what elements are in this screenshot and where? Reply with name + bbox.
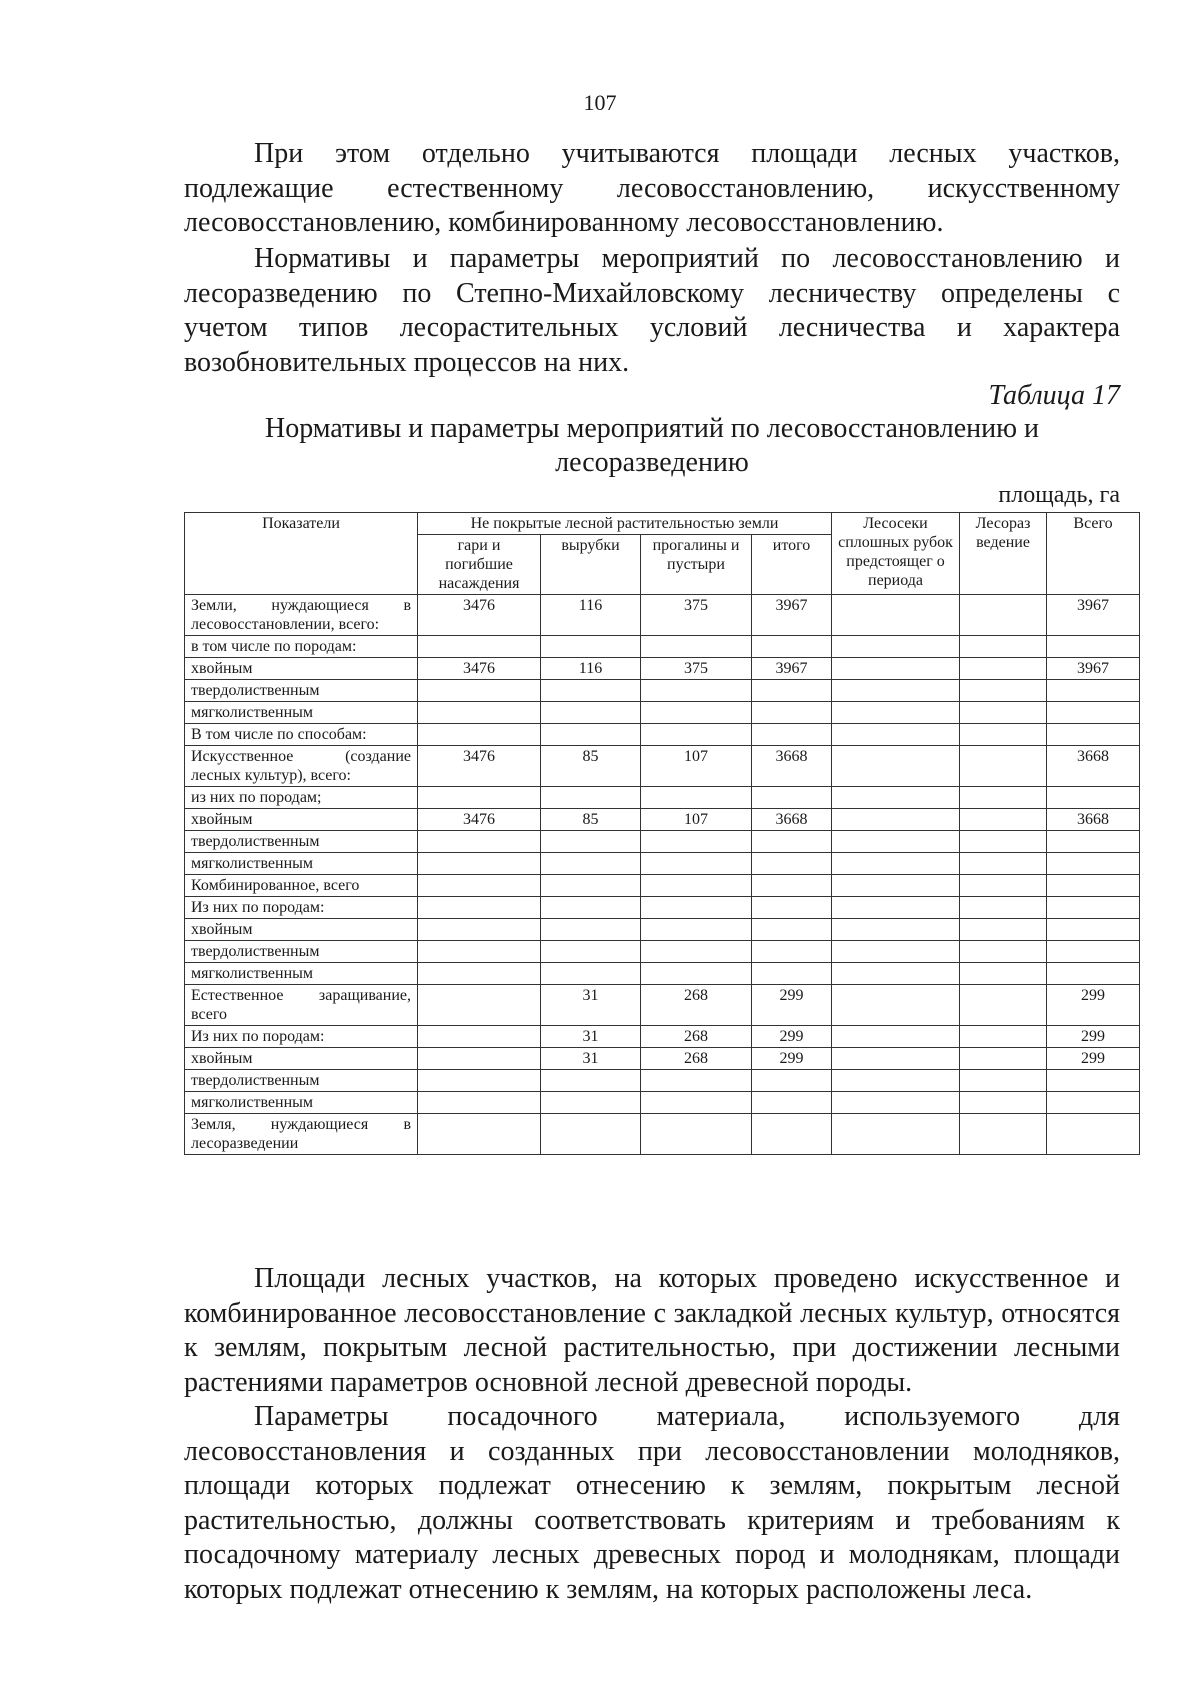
table-row: [185, 595, 1140, 636]
table-row: [185, 1114, 1140, 1155]
table-cell: 3967: [752, 595, 832, 636]
table-cell: [832, 1048, 960, 1070]
table-body: [185, 595, 1140, 1155]
table-cell: [832, 919, 960, 941]
table-row: [185, 985, 1140, 1026]
table-cell: 3668: [752, 746, 832, 787]
table-row: [185, 746, 1140, 787]
header-burned: гари и погибшие насаждения: [418, 535, 541, 595]
table-cell: [641, 680, 752, 702]
table-cell: [752, 919, 832, 941]
paragraph-planting-material: Параметры посадочного материала, используемого для лесовосстановления и созданных при лесовосстановлении молодняков, площади которых подлежат отнесению к землям, покрытым лесной растительностью, должны соответствовать критериям и требованиям к посадочному материалу лесных древесных пород и молоднякам, площади которых подлежат отнесению к землям, на которых расположены леса.: [184, 1401, 1120, 1605]
table-cell: [418, 702, 541, 724]
table-cell: [960, 941, 1047, 963]
table-cell: 299: [1047, 1048, 1140, 1070]
table-cell: [960, 595, 1047, 636]
table-cell: [418, 680, 541, 702]
table-cell: [418, 1026, 541, 1048]
table-row: [185, 680, 1140, 702]
table-cell: 116: [541, 595, 641, 636]
table-cell: 85: [541, 809, 641, 831]
table-cell: [752, 1114, 832, 1155]
table-cell: [541, 1070, 641, 1092]
table-row: [185, 658, 1140, 680]
row-label: Искусственное (создание лесных культур), всего:: [185, 746, 418, 787]
table-cell: [641, 1070, 752, 1092]
table-cell: [641, 963, 752, 985]
table-cell: [752, 941, 832, 963]
table-cell: [641, 853, 752, 875]
table-cell: [418, 1048, 541, 1070]
row-label: твердолиственным: [185, 941, 418, 963]
table-cell: [960, 831, 1047, 853]
table-cell: [641, 941, 752, 963]
table-cell: 85: [541, 746, 641, 787]
table-cell: 3967: [752, 658, 832, 680]
table-cell: 299: [752, 1026, 832, 1048]
row-label: Земля, нуждающиеся в лесоразведении: [185, 1114, 418, 1155]
table-cell: [418, 963, 541, 985]
table-cell: 3967: [1047, 658, 1140, 680]
header-total: Всего: [1047, 513, 1140, 595]
table-cell: 299: [1047, 1026, 1140, 1048]
table-cell: [960, 897, 1047, 919]
table-cell: [541, 941, 641, 963]
row-label: Из них по породам:: [185, 1026, 418, 1048]
table-cell: [960, 680, 1047, 702]
table-cell: 375: [641, 595, 752, 636]
table-cell: [418, 1092, 541, 1114]
row-label: твердолиственным: [185, 680, 418, 702]
table-cell: [541, 831, 641, 853]
row-label: хвойным: [185, 1048, 418, 1070]
norms-table: [184, 512, 1140, 1155]
table-cell: [1047, 919, 1140, 941]
table-cell: [832, 702, 960, 724]
table-cell: [960, 1114, 1047, 1155]
table-cell: [832, 963, 960, 985]
table-cell: [1047, 875, 1140, 897]
table-cell: [418, 1070, 541, 1092]
table-cell: [832, 636, 960, 658]
table-cell: [541, 636, 641, 658]
table-cell: [752, 702, 832, 724]
table-cell: [418, 897, 541, 919]
table-cell: [418, 787, 541, 809]
table-cell: [1047, 1070, 1140, 1092]
table-cell: 107: [641, 746, 752, 787]
table-cell: 268: [641, 1048, 752, 1070]
table-cell: 3476: [418, 809, 541, 831]
table-cell: [960, 1026, 1047, 1048]
table-cell: [960, 1070, 1047, 1092]
table-row: [185, 809, 1140, 831]
row-label: из них по породам;: [185, 787, 418, 809]
table-row: [185, 1026, 1140, 1048]
table-cell: [1047, 853, 1140, 875]
table-cell: [752, 787, 832, 809]
row-label: В том числе по способам:: [185, 724, 418, 746]
table-cell: [1047, 702, 1140, 724]
header-subtotal: итого: [752, 535, 832, 595]
table-cell: 3967: [1047, 595, 1140, 636]
table-cell: [418, 831, 541, 853]
header-glades: прогалины и пустыри: [641, 535, 752, 595]
row-label: хвойным: [185, 809, 418, 831]
table-cell: [1047, 941, 1140, 963]
table-cell: [960, 853, 1047, 875]
table-cell: [960, 636, 1047, 658]
table-cell: [1047, 1114, 1140, 1155]
table-cell: [752, 1092, 832, 1114]
table-cell: [541, 875, 641, 897]
row-label: мягколиственным: [185, 963, 418, 985]
table-cell: [418, 875, 541, 897]
table-row: [185, 702, 1140, 724]
table-cell: 299: [752, 1048, 832, 1070]
table-cell: [1047, 1092, 1140, 1114]
table-cell: [752, 1070, 832, 1092]
table-cell: [641, 897, 752, 919]
row-label: в том числе по породам:: [185, 636, 418, 658]
table-cell: [641, 1114, 752, 1155]
row-label: твердолиственным: [185, 1070, 418, 1092]
table-cell: [541, 680, 641, 702]
table-cell: 3668: [752, 809, 832, 831]
table-cell: [541, 919, 641, 941]
table-cell: [641, 875, 752, 897]
row-label: хвойным: [185, 658, 418, 680]
table-row: [185, 787, 1140, 809]
table-cell: [752, 853, 832, 875]
table-cell: [832, 853, 960, 875]
table-cell: [960, 787, 1047, 809]
table-cell: 31: [541, 1048, 641, 1070]
table-row: [185, 1048, 1140, 1070]
row-label: мягколиственным: [185, 1092, 418, 1114]
table-cell: [641, 636, 752, 658]
table-cell: [960, 746, 1047, 787]
table-cell: 116: [541, 658, 641, 680]
table-cell: [832, 809, 960, 831]
row-label: твердолиственным: [185, 831, 418, 853]
table-cell: [541, 787, 641, 809]
table-cell: [960, 985, 1047, 1026]
table-row: [185, 941, 1140, 963]
table-cell: [418, 919, 541, 941]
table-cell: [641, 702, 752, 724]
table-row: [185, 963, 1140, 985]
row-label: Земли, нуждающиеся в лесовосстановлении, всего:: [185, 595, 418, 636]
table-cell: [418, 636, 541, 658]
table-cell: [418, 1114, 541, 1155]
table-cell: [752, 875, 832, 897]
paragraph-accounting: При этом отдельно учитываются площади лесных участков, подлежащие естественному лесовосстановлению, искусственному лесовосстановлению, комбинированному лесовосстановлению.: [184, 138, 1120, 238]
header-not-covered: Не покрытые лесной растительностью земли: [418, 513, 832, 535]
table-cell: [541, 897, 641, 919]
table-cell: [960, 702, 1047, 724]
table-cell: [541, 853, 641, 875]
table-cell: 3668: [1047, 809, 1140, 831]
table-row: [185, 875, 1140, 897]
row-label: Из них по породам:: [185, 897, 418, 919]
table-cell: 3476: [418, 658, 541, 680]
table-cell: 31: [541, 1026, 641, 1048]
table-cell: [1047, 680, 1140, 702]
table-cell: [832, 941, 960, 963]
table-title: Нормативы и параметры мероприятий по лесовосстановлению и лесоразведению: [264, 413, 1040, 478]
header-cuttings: вырубки: [541, 535, 641, 595]
table-cell: [541, 702, 641, 724]
table-cell: 268: [641, 985, 752, 1026]
table-cell: [752, 831, 832, 853]
table-cell: [832, 1070, 960, 1092]
table-cell: [641, 724, 752, 746]
table-units: площадь, га: [998, 482, 1120, 508]
table-cell: [1047, 787, 1140, 809]
table-row: [185, 724, 1140, 746]
table-cell: [960, 919, 1047, 941]
table-row: [185, 636, 1140, 658]
table-row: [185, 919, 1140, 941]
table-cell: [752, 724, 832, 746]
table-cell: [1047, 963, 1140, 985]
table-cell: 375: [641, 658, 752, 680]
table-cell: 299: [1047, 985, 1140, 1026]
table-cell: [418, 941, 541, 963]
table-cell: [1047, 636, 1140, 658]
table-row: [185, 853, 1140, 875]
row-label: хвойным: [185, 919, 418, 941]
header-clearcuts: Лесосеки сплошных рубок предстоящег о периода: [832, 513, 960, 595]
row-label: Естественное заращивание, всего: [185, 985, 418, 1026]
table-label: Таблица 17: [988, 380, 1120, 411]
table-row: [185, 1070, 1140, 1092]
table-cell: [832, 595, 960, 636]
table-cell: [418, 853, 541, 875]
table-cell: [641, 787, 752, 809]
table-cell: [832, 680, 960, 702]
table-cell: [960, 724, 1047, 746]
table-row: [185, 831, 1140, 853]
table-cell: [541, 963, 641, 985]
table-cell: [960, 963, 1047, 985]
table-cell: [752, 636, 832, 658]
table-cell: [418, 985, 541, 1026]
table-cell: [960, 1092, 1047, 1114]
row-label: Комбинированное, всего: [185, 875, 418, 897]
table-cell: [1047, 831, 1140, 853]
table-cell: [960, 809, 1047, 831]
table-cell: 299: [752, 985, 832, 1026]
page-number: 107: [583, 90, 617, 115]
table-cell: 268: [641, 1026, 752, 1048]
table-cell: [752, 963, 832, 985]
table-cell: [832, 897, 960, 919]
table-cell: [641, 919, 752, 941]
paragraph-norms: Нормативы и параметры мероприятий по лесовосстановлению и лесоразведению по Степно-Михайловскому лесничеству определены с учетом типов лесорастительных условий лесничества и характера возобновительных процессов на них.: [184, 243, 1120, 378]
row-label: мягколиственным: [185, 853, 418, 875]
row-label: мягколиственным: [185, 702, 418, 724]
table-cell: [752, 680, 832, 702]
table-cell: [832, 1026, 960, 1048]
table-cell: 107: [641, 809, 752, 831]
table-row: [185, 897, 1140, 919]
table-cell: [832, 875, 960, 897]
table-cell: [832, 1114, 960, 1155]
table-cell: [960, 658, 1047, 680]
table-cell: [418, 724, 541, 746]
header-afforestation: Лесораз ведение: [960, 513, 1047, 595]
table-cell: [541, 724, 641, 746]
table-cell: [1047, 897, 1140, 919]
table-cell: 3476: [418, 746, 541, 787]
table-cell: 3476: [418, 595, 541, 636]
table-cell: [832, 724, 960, 746]
table-cell: [832, 985, 960, 1026]
table-cell: [641, 1092, 752, 1114]
table-cell: [832, 831, 960, 853]
table-cell: [1047, 724, 1140, 746]
table-cell: [641, 831, 752, 853]
header-indicators: Показатели: [185, 513, 418, 595]
table-cell: [832, 1092, 960, 1114]
paragraph-covered-lands: Площади лесных участков, на которых проведено искусственное и комбинированное лесовосстановление с закладкой лесных культур, относятся к землям, покрытым лесной растительностью, при достижении лесными растениями параметров основной лесной древесной породы.: [184, 1263, 1120, 1398]
table-cell: [832, 746, 960, 787]
table-row: [185, 1092, 1140, 1114]
table-cell: [832, 658, 960, 680]
table-cell: 3668: [1047, 746, 1140, 787]
table-cell: [541, 1114, 641, 1155]
table-cell: [541, 1092, 641, 1114]
table-cell: 31: [541, 985, 641, 1026]
table-cell: [960, 875, 1047, 897]
table-cell: [752, 897, 832, 919]
table-cell: [832, 787, 960, 809]
table-cell: [960, 1048, 1047, 1070]
